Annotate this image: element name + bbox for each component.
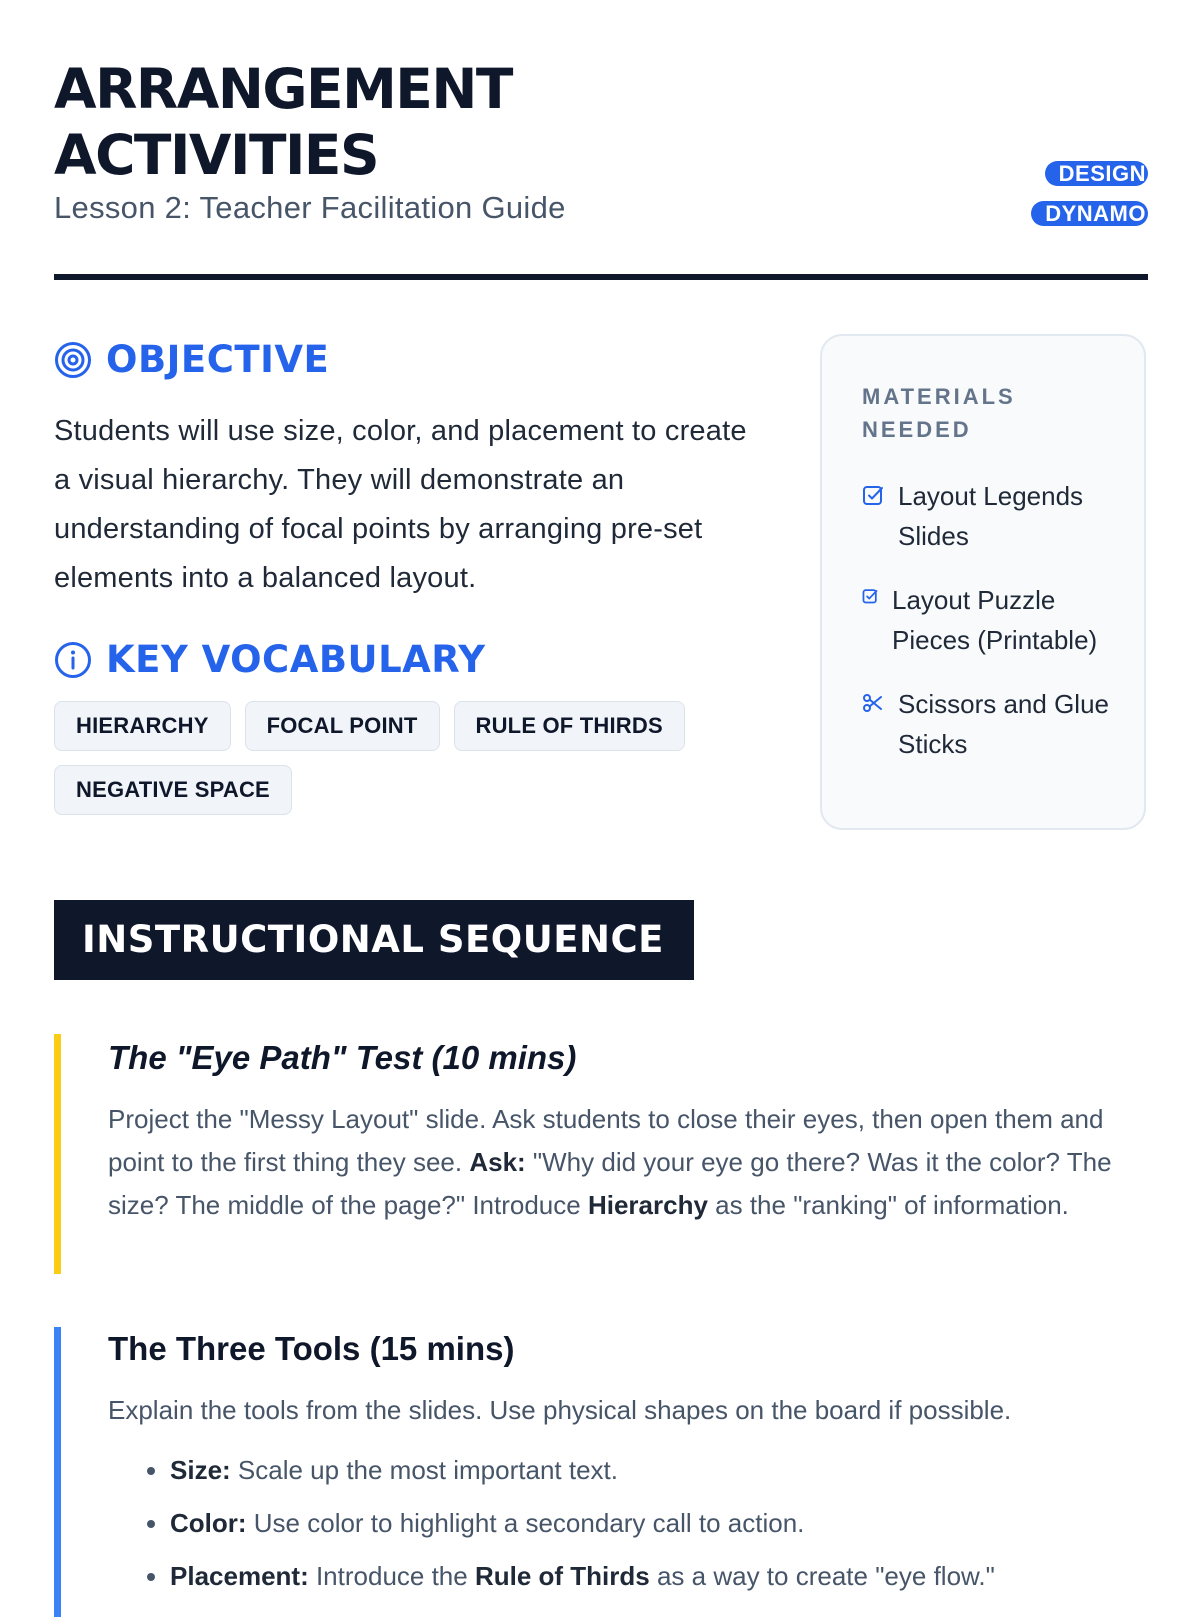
brand-badge <box>1012 154 1148 234</box>
step-intro: Explain the tools from the slides. Use physical shapes on the board if possible. <box>108 1395 1012 1425</box>
materials-panel <box>820 334 1146 830</box>
step-body <box>108 1098 1148 1227</box>
page-title: ARRANGEMENT ACTIVITIES <box>54 57 512 187</box>
list-item <box>170 1444 1148 1497</box>
vocab-chip-negative-space: NEGATIVE SPACE <box>54 765 292 815</box>
vocabulary-section <box>54 638 754 815</box>
tool-text: Use color to highlight a secondary call to action. <box>246 1508 805 1538</box>
header <box>54 0 1148 282</box>
objective-heading-row <box>54 338 754 381</box>
tool-text: Introduce the <box>308 1561 475 1591</box>
material-item <box>862 580 1124 660</box>
tool-label: Placement: <box>170 1561 309 1591</box>
page-subtitle: Lesson 2: Teacher Facilitation Guide <box>54 190 566 225</box>
vocabulary-chip-list <box>54 701 734 815</box>
tool-label: Color: <box>170 1508 247 1538</box>
target-icon <box>54 341 92 379</box>
material-label: Layout Puzzle Pieces (Printable) <box>892 585 1098 655</box>
material-item <box>862 684 1124 764</box>
checkbox-icon <box>862 476 888 511</box>
sequence-heading: INSTRUCTIONAL SEQUENCE <box>54 900 694 980</box>
objective-heading: OBJECTIVE <box>106 338 330 381</box>
tools-list <box>108 1444 1148 1603</box>
lesson-guide-page <box>54 0 1148 1591</box>
step-title: The "Eye Path" Test (10 mins) <box>108 1039 577 1076</box>
materials-heading: MATERIALS NEEDED <box>862 384 1016 442</box>
objective-section <box>54 338 754 603</box>
tool-label: Size: <box>170 1455 231 1485</box>
scissors-icon <box>862 684 888 719</box>
material-label: Scissors and Glue Sticks <box>898 689 1109 759</box>
vocab-chip-rule-of-thirds: RULE OF THIRDS <box>454 701 685 751</box>
step-body-text: as the "ranking" of information. <box>707 1190 1069 1220</box>
material-label: Layout Legends Slides <box>898 481 1084 551</box>
vocab-chip-focal-point: FOCAL POINT <box>245 701 440 751</box>
tool-text: Scale up the most important text. <box>230 1455 618 1485</box>
list-item <box>170 1550 1148 1603</box>
hierarchy-term: Hierarchy <box>587 1190 708 1220</box>
vocab-chip-hierarchy: HIERARCHY <box>54 701 231 751</box>
vocabulary-heading: KEY VOCABULARY <box>106 638 486 681</box>
brand-badge-label: DESIGN DYNAMO <box>1031 161 1148 226</box>
step-eye-path-test <box>54 1034 1148 1274</box>
checkbox-icon <box>862 580 882 609</box>
rule-of-thirds-term: Rule of Thirds <box>474 1561 650 1591</box>
objective-text: Students will use size, color, and placement to create a visual hierarchy. They will demonstrate an understanding of focal points by arranging pre-set elements into a balanced layout. <box>54 415 747 594</box>
tool-text: as a way to create "eye flow." <box>649 1561 995 1591</box>
ask-label: Ask: <box>469 1147 526 1177</box>
list-item <box>170 1497 1148 1550</box>
header-divider <box>54 274 1148 280</box>
vocabulary-heading-row <box>54 638 754 681</box>
step-body-text: "Why did your eye go there? Was it the color? The size? The middle of the page?" Introduce <box>108 1147 1112 1220</box>
step-title: The Three Tools (15 mins) <box>108 1330 515 1367</box>
material-item <box>862 476 1124 556</box>
step-three-tools <box>54 1327 1148 1617</box>
info-icon <box>54 641 92 679</box>
step-body-text: Project the "Messy Layout" slide. Ask students to close their eyes, then open them and point to the first thing they see. <box>108 1104 1104 1177</box>
